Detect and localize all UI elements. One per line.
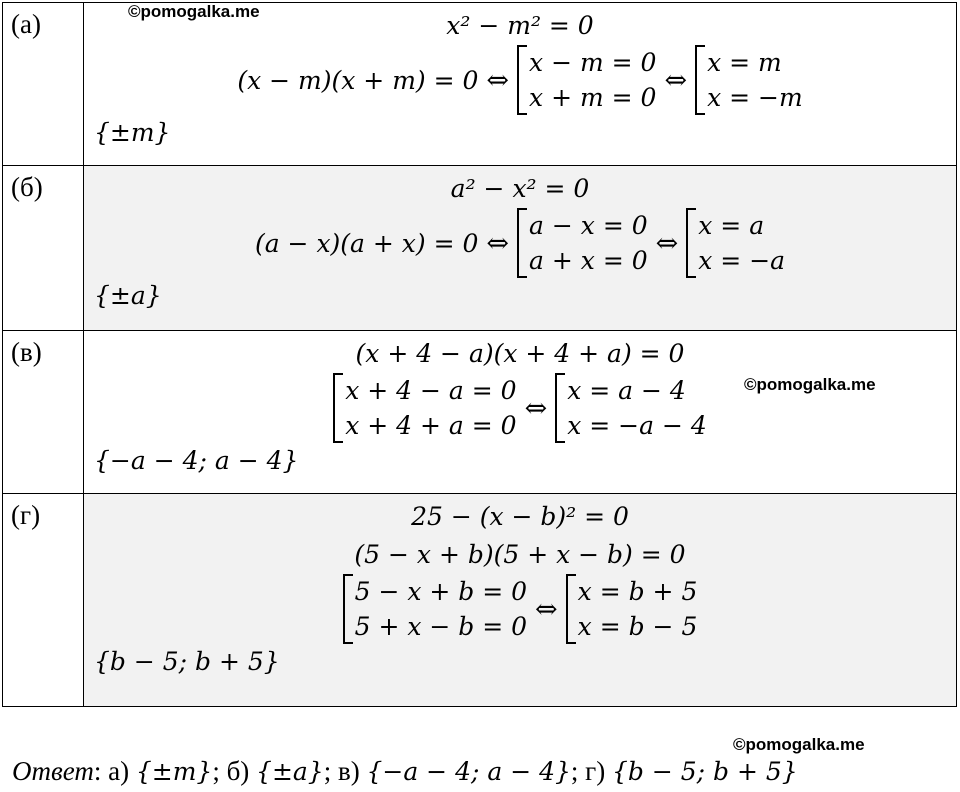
- system-row: x = −a: [698, 246, 786, 275]
- row-body: [84, 166, 957, 331]
- row-body: [84, 494, 957, 707]
- system-row: x = m: [707, 48, 782, 77]
- factored-line: [84, 208, 956, 278]
- factored-equation: (x − m)(x + m) = 0: [237, 65, 479, 95]
- watermark: ©pomogalka.me: [744, 375, 876, 394]
- system-row: x + m = 0: [529, 83, 657, 112]
- system-row: 5 − x + b = 0: [354, 577, 528, 606]
- system-1: [517, 208, 648, 278]
- system-row: x = a − 4: [567, 376, 686, 405]
- system-row: x = b − 5: [577, 612, 698, 641]
- answer-value-b: {±a}: [256, 757, 324, 786]
- equivalence-symbol: ⇔: [486, 64, 510, 96]
- equation: x² − m² = 0: [446, 11, 594, 40]
- solution-set: {±a}: [94, 281, 162, 310]
- watermark: ©pomogalka.me: [128, 2, 260, 21]
- factored-equation: (a − x)(a + x) = 0: [254, 228, 479, 258]
- final-answer: [12, 756, 798, 787]
- system-1: [517, 45, 656, 115]
- solution-row-b: [3, 166, 957, 331]
- system-row: x = −m: [707, 83, 803, 112]
- row-label: (г): [3, 494, 84, 707]
- equivalence-symbol: ⇔: [486, 227, 510, 259]
- system-row: x − m = 0: [529, 48, 657, 77]
- system-2: [566, 574, 698, 644]
- system-1: [343, 574, 527, 644]
- row-label: (в): [3, 331, 84, 494]
- system-2: [555, 373, 707, 443]
- solution-row-g: [3, 494, 957, 707]
- system-2: [686, 208, 785, 278]
- factored-equation: (5 − x + b)(5 + x − b) = 0: [354, 540, 686, 569]
- system-row: x = a: [698, 211, 765, 240]
- system-line: [84, 574, 956, 644]
- watermark: ©pomogalka.me: [733, 735, 865, 754]
- answer-value-a: {±m}: [135, 757, 213, 786]
- solution-row-v: [3, 331, 957, 494]
- system-row: a + x = 0: [529, 246, 648, 275]
- answer-label-v: ; в): [323, 756, 367, 786]
- row-body: [84, 3, 957, 166]
- row-label: (а): [3, 3, 84, 166]
- equation: 25 − (x − b)² = 0: [411, 502, 629, 531]
- system-row: x + 4 − a = 0: [345, 376, 517, 405]
- answer-label-a: а): [101, 756, 136, 786]
- system-1: [333, 373, 516, 443]
- system-row: 5 + x − b = 0: [354, 612, 528, 641]
- equivalence-symbol: ⇔: [655, 227, 679, 259]
- answer-word: Ответ: [12, 756, 94, 786]
- equivalence-symbol: ⇔: [524, 392, 548, 424]
- solution-table: [2, 2, 957, 707]
- answer-label-b: ; б): [212, 756, 257, 786]
- equivalence-symbol: ⇔: [535, 593, 558, 625]
- equation: (x + 4 − a)(x + 4 + a) = 0: [355, 339, 685, 368]
- answer-colon: :: [93, 756, 102, 786]
- row-body: [84, 331, 957, 494]
- system-row: x + 4 + a = 0: [345, 411, 517, 440]
- equation: a² − x² = 0: [450, 174, 590, 203]
- answer-value-g: {b − 5; b + 5}: [611, 757, 798, 786]
- system-row: x = b + 5: [577, 577, 698, 606]
- answer-value-v: {−a − 4; a − 4}: [366, 757, 571, 786]
- solution-row-a: [3, 3, 957, 166]
- factored-line: [84, 45, 956, 115]
- system-2: [695, 45, 803, 115]
- answer-label-g: ; г): [570, 756, 612, 786]
- system-row: a − x = 0: [529, 211, 648, 240]
- equivalence-symbol: ⇔: [664, 64, 688, 96]
- row-label: (б): [3, 166, 84, 331]
- solution-set: {b − 5; b + 5}: [94, 647, 280, 676]
- solution-set: {−a − 4; a − 4}: [94, 446, 299, 475]
- solution-set: {±m}: [94, 118, 171, 147]
- system-row: x = −a − 4: [567, 411, 707, 440]
